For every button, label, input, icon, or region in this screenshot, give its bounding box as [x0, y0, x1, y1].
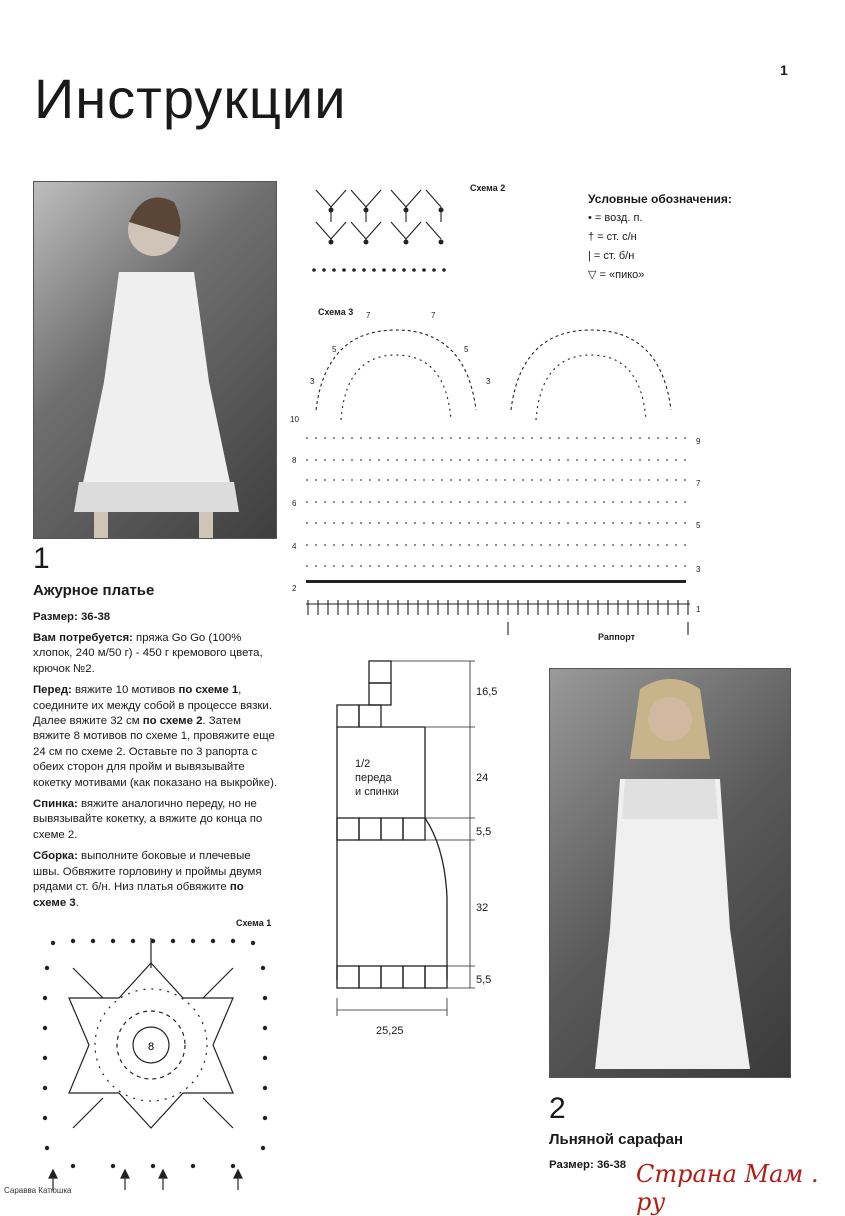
- page-number: 1: [780, 62, 788, 78]
- dress-photo-1: [33, 181, 277, 539]
- scheme-3-row-2: 2: [292, 584, 297, 593]
- scheme-3-diagram: [286, 310, 710, 650]
- front-text-2: , соедините их между собой в процессе вязки. Далее вяжите 32 см: [33, 684, 272, 728]
- materials-label: Вам потребуется:: [33, 632, 133, 644]
- scheme-1-center-number: 8: [147, 1041, 155, 1053]
- legend-item-sc: [588, 247, 732, 266]
- scheme-3-mark-3a: 3: [310, 377, 315, 386]
- scheme-3-mark-5a: 5: [332, 345, 337, 354]
- assembly-text: выполните боковые и плечевые швы. Обвяжите горловину и проймы двумя рядами ст. б/н. Низ платья обвяжите: [33, 850, 262, 894]
- pattern-label: [355, 757, 399, 799]
- item-1-title: Ажурное платье: [33, 582, 155, 599]
- assembly-bold: по схеме 3: [33, 881, 244, 909]
- scheme-3-mark-7b: 7: [431, 311, 436, 320]
- front-label: Перед:: [33, 684, 72, 697]
- scheme-2-diagram: [306, 182, 456, 277]
- legend-text-picot: = «пико»: [599, 269, 645, 281]
- front-text-1: вяжите 10 мотивов: [71, 684, 179, 697]
- scheme-3-row-10: 10: [290, 415, 299, 424]
- scheme-3-row-8: 8: [292, 456, 297, 465]
- scheme-3-mark-3b: 3: [486, 377, 491, 386]
- scheme-1-label: Схема 1: [236, 918, 272, 928]
- scheme-3-row-9: 9: [696, 437, 701, 446]
- rapport-label: Раппорт: [598, 632, 636, 642]
- assembly-label: Сборка:: [33, 850, 78, 863]
- instructions-text: [33, 631, 279, 917]
- dim-5-5-top: 5,5: [476, 826, 492, 838]
- legend-symbol-picot: ▽: [588, 269, 597, 281]
- front-bold-2: по схеме 2: [142, 715, 203, 728]
- legend-symbol-dc: †: [588, 231, 595, 243]
- front-paragraph: [33, 683, 279, 791]
- dim-width: 25,25: [376, 1025, 404, 1037]
- dim-32: 32: [476, 902, 489, 914]
- back-text: вяжите аналогично переду, но не вывязывайте кокетку, а вяжите до конца по схеме 2.: [33, 798, 263, 841]
- scheme-3-label: Схема 3: [318, 307, 354, 317]
- scheme-3-row-5: 5: [696, 521, 701, 530]
- materials-text: пряжа Go Go (100% хлопок, 240 м/50 г) - 450 г кремового цвета, крючок №2.: [33, 632, 263, 675]
- pattern-label-line2: переда: [355, 772, 392, 784]
- legend-text-chain: = возд. п.: [594, 212, 643, 224]
- legend-title: Условные обозначения:: [588, 192, 732, 206]
- legend-symbol-chain: •: [588, 212, 592, 224]
- scheme-3-row-1: 1: [696, 605, 701, 614]
- scheme-3-row-6: 6: [292, 499, 297, 508]
- item-2-title: Льняной сарафан: [549, 1131, 684, 1148]
- dress-photo-2: [549, 668, 791, 1078]
- scheme-1-diagram: [33, 928, 279, 1190]
- legend-text-dc: = ст. с/н: [597, 231, 637, 243]
- materials-paragraph: [33, 631, 279, 677]
- item-2-number: 2: [549, 1092, 566, 1125]
- scheme-3-row-4: 4: [292, 542, 297, 551]
- scheme-3-mark-7a: 7: [366, 311, 371, 320]
- legend-item-picot: [588, 266, 732, 285]
- pattern-label-line1: 1/2: [355, 758, 371, 770]
- item-1-number: 1: [33, 542, 50, 575]
- scheme-3-row-3: 3: [696, 565, 701, 574]
- watermark: Страна Мам . ру: [636, 1160, 819, 1216]
- scheme-2-label: Схема 2: [470, 183, 506, 193]
- assembly-paragraph: [33, 849, 279, 911]
- legend-text-sc: = ст. б/н: [593, 250, 635, 262]
- legend-item-chain: [588, 209, 732, 228]
- scheme-3-row-7: 7: [696, 479, 701, 488]
- front-bold-1: по схеме 1: [178, 684, 239, 697]
- scheme-3-mark-5b: 5: [464, 345, 469, 354]
- back-label: Спинка:: [33, 798, 78, 811]
- pattern-label-line3: и спинки: [355, 786, 399, 798]
- dim-16-5: 16,5: [476, 686, 498, 698]
- back-paragraph: [33, 797, 279, 843]
- dim-5-5-bottom: 5,5: [476, 974, 492, 986]
- page-title: Инструкции: [34, 67, 347, 130]
- credit: Саравва Катюшка: [4, 1186, 72, 1195]
- legend: [588, 190, 732, 285]
- item-1-size: Размер: 36-38: [33, 611, 111, 623]
- dim-24: 24: [476, 772, 489, 784]
- item-2-size: Размер: 36-38: [549, 1159, 627, 1171]
- legend-item-dc: [588, 228, 732, 247]
- front-text-3: . Затем вяжите 8 мотивов по схеме 1, провяжите еще 24 см по схеме 2. Оставьте по 3 рапорта с обеих сторон для пройм и вывязывайте кокетку мотивами (как показано на выкройке).: [33, 715, 278, 789]
- legend-symbol-sc: |: [588, 250, 591, 262]
- assembly-end: .: [75, 896, 79, 909]
